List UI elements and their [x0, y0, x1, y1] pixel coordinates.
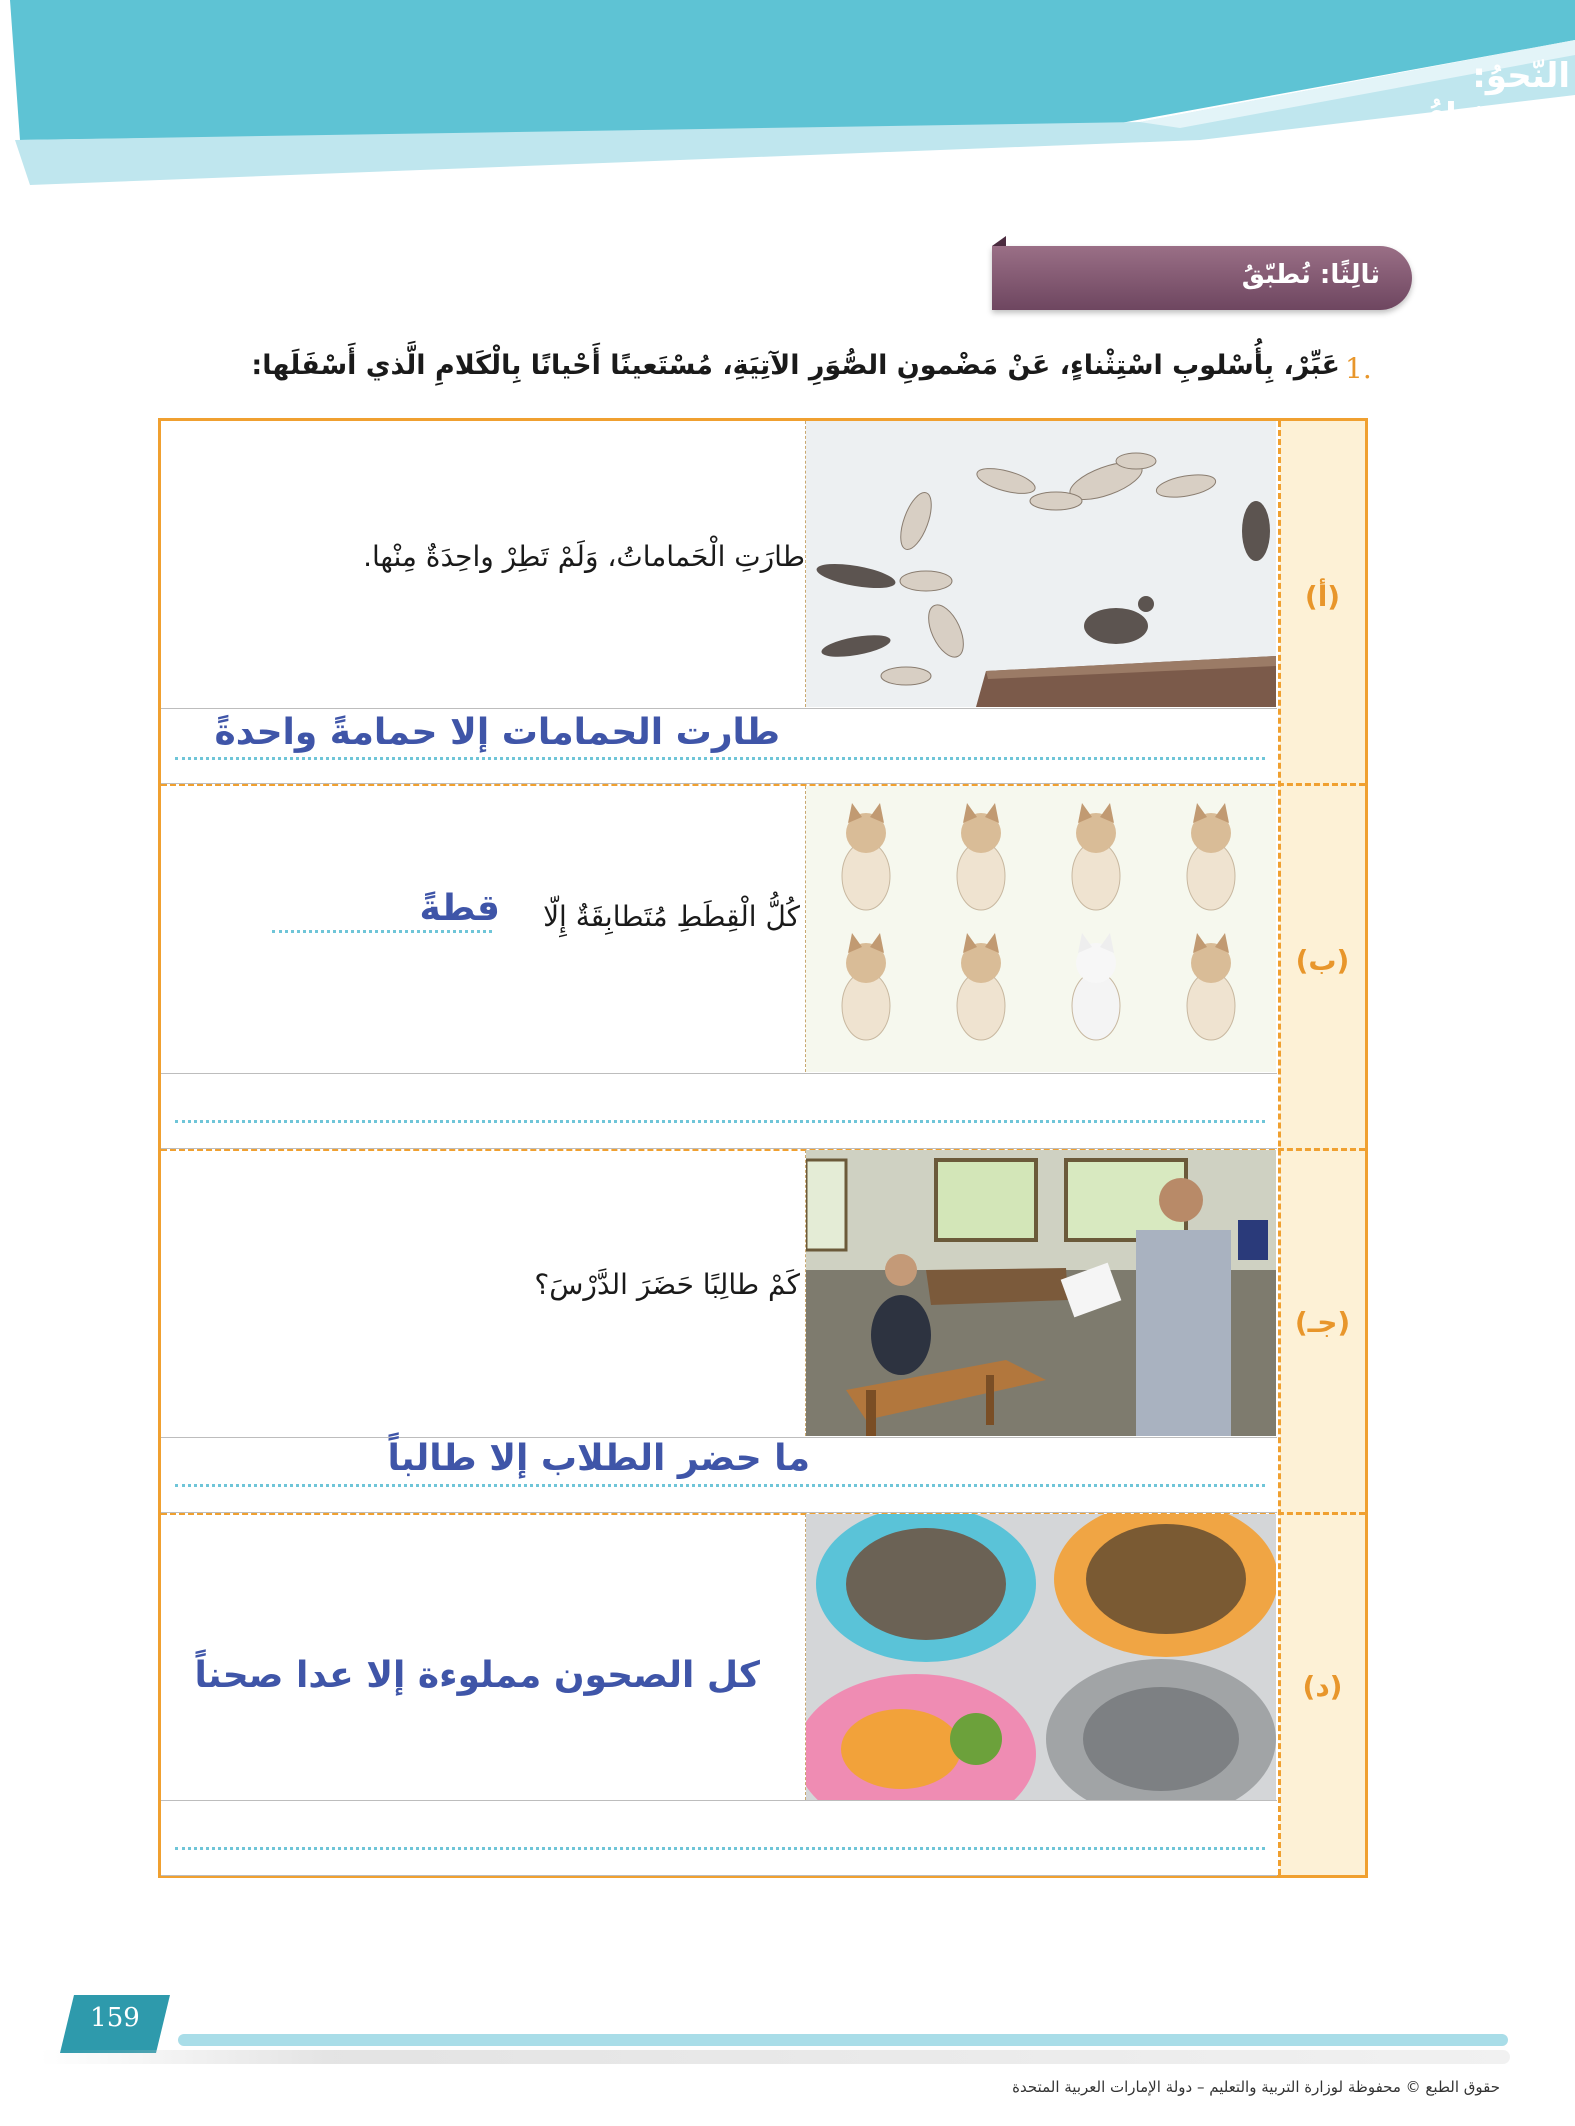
footer-shadow: [40, 2050, 1510, 2064]
pigeons-image: [806, 421, 1276, 707]
answer-strip: [161, 1800, 1277, 1876]
cat-icon: [1187, 933, 1235, 1040]
answer-d: كل الصحون مملوءة إلا عدا صحناً: [194, 1655, 760, 1696]
cat-icon: [1072, 803, 1120, 910]
page-number: 159: [90, 2003, 140, 2033]
page-title: النّحوُ: الاستثناءُ: [1427, 56, 1570, 136]
answer-line[interactable]: [175, 1120, 1265, 1123]
row-label-a: (أ): [1304, 580, 1341, 613]
cat-icon: [842, 933, 890, 1040]
prompt-b: كُلُّ الْقِطَطِ مُتَطابِقَةٌ إِلّا: [543, 900, 800, 933]
answer-strip: [161, 1073, 1277, 1149]
row-label-d: (د): [1302, 1670, 1343, 1703]
tab-fold: [992, 236, 1006, 246]
answer-b: قطةً: [419, 888, 500, 929]
cell-divider: [805, 1150, 806, 1436]
answer-c: ما حضر الطلاب إلا طالباً: [387, 1438, 810, 1479]
plates-image: [806, 1514, 1276, 1800]
cell-divider: [805, 786, 806, 1072]
classroom-image: [806, 1150, 1276, 1436]
cat-icon: [1072, 933, 1120, 1040]
row-label-c: (جـ): [1294, 1306, 1351, 1339]
exercise-number: 1.: [1345, 352, 1372, 385]
prompt-a: طارَتِ الْحَماماتُ، وَلَمْ تَطِرْ واحِدَةٌ مِنْها.: [363, 540, 805, 573]
footer-bar: [178, 2034, 1508, 2046]
section-label: ثالِثًا: نُطبّقُ: [1241, 260, 1380, 290]
cat-icon: [957, 803, 1005, 910]
row-label-b: (ب): [1295, 944, 1350, 977]
cat-icon: [957, 933, 1005, 1040]
cats-image: [806, 786, 1276, 1072]
cell-divider: [805, 421, 806, 707]
prompt-c: كَمْ طالِبًا حَضَرَ الدَّرْسَ؟: [534, 1268, 800, 1301]
copyright-notice: حقوق الطبع © محفوظة لوزارة التربية والتعليم – دولة الإمارات العربية المتحدة: [1012, 2078, 1500, 2096]
answer-line[interactable]: [175, 1847, 1265, 1850]
cell-divider: [805, 1514, 806, 1800]
answer-a: طارت الحمامات إلا حمامةً واحدةً: [214, 712, 780, 753]
cat-icon: [1187, 803, 1235, 910]
cat-icon: [842, 803, 890, 910]
exercise-instruction: عَبِّرْ، بِأُسْلوبِ اسْتِثْناءٍ، عَنْ مَضْمونِ الصُّوَرِ الآتِيَةِ، مُسْتَعينًا أَحْيانًا بِالْكَلامِ الَّذي أَسْفَلَها:: [251, 350, 1340, 381]
